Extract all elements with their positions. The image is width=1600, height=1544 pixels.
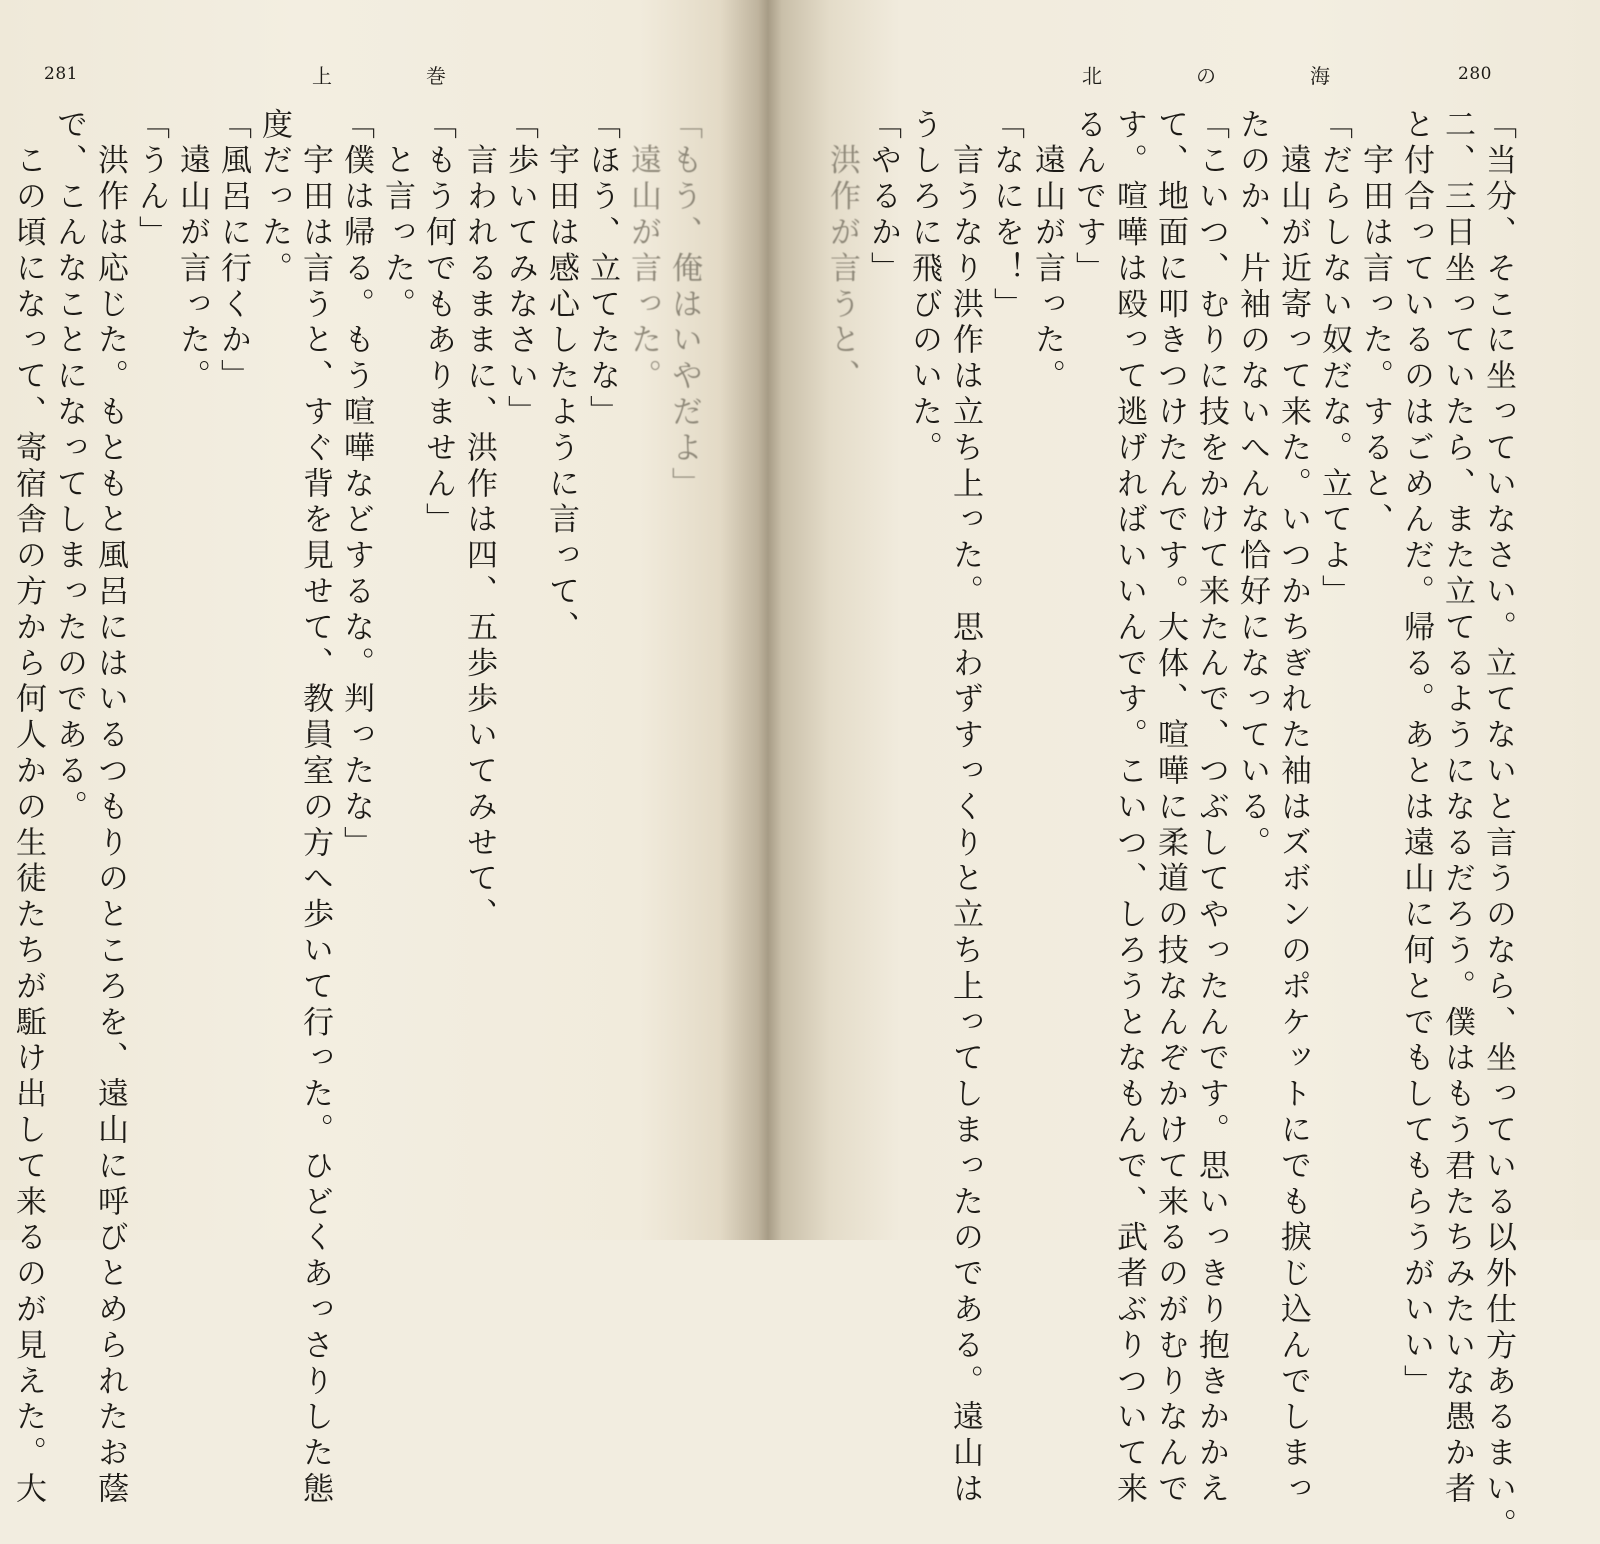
text-column: 「ほう、立てたな」: [584, 108, 620, 432]
text-column: 遠山が言った。: [625, 108, 661, 396]
text-column: 「歩いてみなさい」: [502, 108, 538, 432]
running-header: 上巻: [312, 64, 540, 88]
text-column: 宇田は言うと、すぐ背を見せて、教員室の方へ歩いて行った。ひどくあっさりした態: [297, 108, 333, 1509]
text-column: 宇田は感心したように言って、: [543, 108, 579, 647]
running-header: 北の海: [1082, 64, 1424, 88]
text-column: るんです」: [1070, 108, 1106, 288]
text-column: 「僕は帰る。もう喧嘩などするな。判ったな」: [338, 108, 374, 862]
page-number: 280: [1458, 64, 1492, 84]
page-number: 281: [44, 64, 78, 84]
text-column: で、こんなことになってしまったのである。: [51, 108, 87, 826]
right-page: [770, 0, 1600, 1544]
left-page: [0, 0, 765, 1509]
text-column: たのか、片袖のないへんな恰好になっている。: [1234, 108, 1270, 862]
text-column: 宇田は言った。すると、: [1357, 108, 1393, 539]
text-column: 「もう何でもありません」: [420, 108, 456, 539]
text-column: 度だった。: [256, 108, 292, 288]
text-column: 遠山が近寄って来た。いつかちぎれた袖はズボンのポケットにでも捩じ込んでしまっ: [1275, 108, 1311, 1509]
text-column: 言われるままに、洪作は四、五歩歩いてみせて、: [461, 108, 497, 934]
text-column: と付合っているのはごめんだ。帰る。あとは遠山に何とでもしてもらうがいい」: [1398, 108, 1434, 1401]
text-column: 遠山が言った。: [1029, 108, 1065, 396]
text-column: 二、三日坐っていたら、また立てるようになるだろう。僕はもう君たちみたいな愚か者: [1439, 108, 1475, 1509]
text-column: 「だらしない奴だな。立てよ」: [1316, 108, 1352, 611]
text-column: 「もう、俺はいやだよ」: [666, 108, 702, 503]
text-column: この頃になって、寄宿舎の方から何人かの生徒たちが駈け出して来るのが見えた。大: [10, 108, 46, 1509]
text-column: す。喧嘩は殴って逃げればいいんです。こいつ、しろうとなもんで、武者ぶりついて来: [1111, 108, 1147, 1509]
text-column: て、地面に叩きつけたんです。大体、喧嘩に柔道の技なんぞかけて来るのがむりなんで: [1152, 108, 1188, 1509]
text-column: 「うん」: [133, 108, 169, 252]
text-column: 「やるか」: [865, 108, 901, 288]
text-column: 「こいつ、むりに技をかけて来たんで、つぶしてやったんです。思いっきり抱きかかえ: [1193, 108, 1229, 1509]
text-column: うしろに飛びのいた。: [906, 108, 942, 467]
text-column: と言った。: [379, 108, 415, 324]
text-column: 「風呂に行くか」: [215, 108, 251, 396]
text-column: 言うなり洪作は立ち上った。思わずすっくりと立ち上ってしまったのである。遠山は: [947, 108, 983, 1509]
text-column: 「当分、そこに坐っていなさい。立てないと言うのなら、坐っている以外仕方あるまい。: [1480, 108, 1516, 1544]
text-column: 遠山が言った。: [174, 108, 210, 396]
text-column: 洪作は応じた。もともと風呂にはいるつもりのところを、遠山に呼びとめられたお蔭: [92, 108, 128, 1509]
text-column: 「なにを！」: [988, 108, 1024, 324]
text-column: 洪作が言うと、: [824, 108, 860, 396]
